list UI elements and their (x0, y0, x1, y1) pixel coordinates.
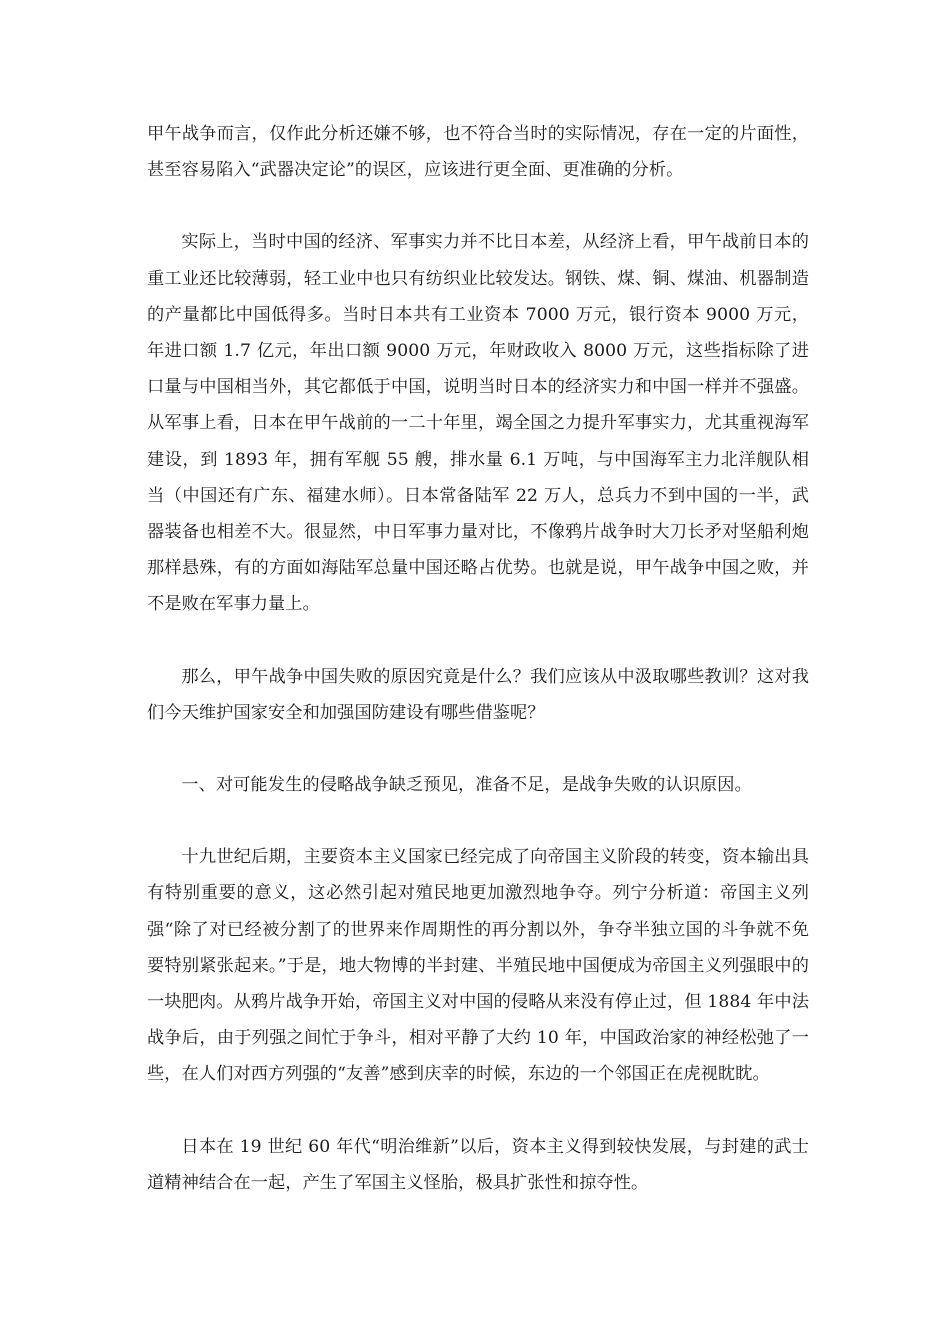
paragraph-imperialism: 十九世纪后期，主要资本主义国家已经完成了向帝国主义阶段的转变，资本输出具有特别重要的意义，这必然引起对殖民地更加激烈地争夺。列宁分析道：帝国主义列强“除了对已经被分割了的世界来作周期性的再分割以外，争夺半独立国的斗争就不免要特别紧张起来。”于是，地大物博的半封建、半殖民地中国便成为帝国主义列强眼中的一块肥肉。从鸦片战争开始，帝国主义对中国的侵略从来没有停止过，但 1884 年中法战争后，由于列强之间忙于争斗，相对平静了大约 10 年，中国政治家的神经松弛了一些，在人们对西方列强的“友善”感到庆幸的时候，东边的一个邻国正在虎视眈眈。 (147, 847, 809, 1085)
paragraph-comparison: 实际上，当时中国的经济、军事实力并不比日本差，从经济上看，甲午战前日本的重工业还比较薄弱，轻工业中也只有纺织业比较发达。钢铁、煤、铜、煤油、机器制造的产量都比中国低得多。当时日本共有工业资本 7000 万元，银行资本 9000 万元，年进口额 1.7 亿元，年出口额 9000 万元，年财政收入 8000 万元，这些指标除了进口量与中国相当外，其它都低于中国，说明当时日本的经济实力和中国一样并不强盛。从军事上看，日本在甲午战前的一二十年里，竭全国之力提升军事实力，尤其重视海军建设，到 1893 年，拥有军舰 55 艘，排水量 6.1 万吨，与中国海军主力北洋舰队相当（中国还有广东、福建水师）。日本常备陆军 22 万人，总兵力不到中国的一半，武器装备也相差不大。很显然，中日军事力量对比，不像鸦片战争时大刀长矛对坚船利炮那样悬殊，有的方面如海陆军总量中国还略占优势。也就是说，甲午战争中国之败，并不是败在军事力量上。 (147, 232, 809, 615)
paragraph-continuation: 甲午战争而言，仅作此分析还嫌不够，也不符合当时的实际情况，存在一定的片面性，甚至容易陷入“武器决定论”的误区，应该进行更全面、更准确的分析。 (147, 124, 809, 181)
paragraph-japan: 日本在 19 世纪 60 年代“明治维新”以后，资本主义得到较快发展，与封建的武士道精神结合在一起，产生了军国主义怪胎，极具扩张性和掠夺性。 (147, 1136, 809, 1193)
document-body (147, 116, 809, 1201)
section-heading-one: 一、对可能发生的侵略战争缺乏预见，准备不足，是战争失败的认识原因。 (181, 775, 752, 796)
paragraph-question: 那么，甲午战争中国失败的原因究竟是什么？我们应该从中汲取哪些教训？这对我们今天维护国家安全和加强国防建设有哪些借鉴呢？ (147, 666, 809, 723)
